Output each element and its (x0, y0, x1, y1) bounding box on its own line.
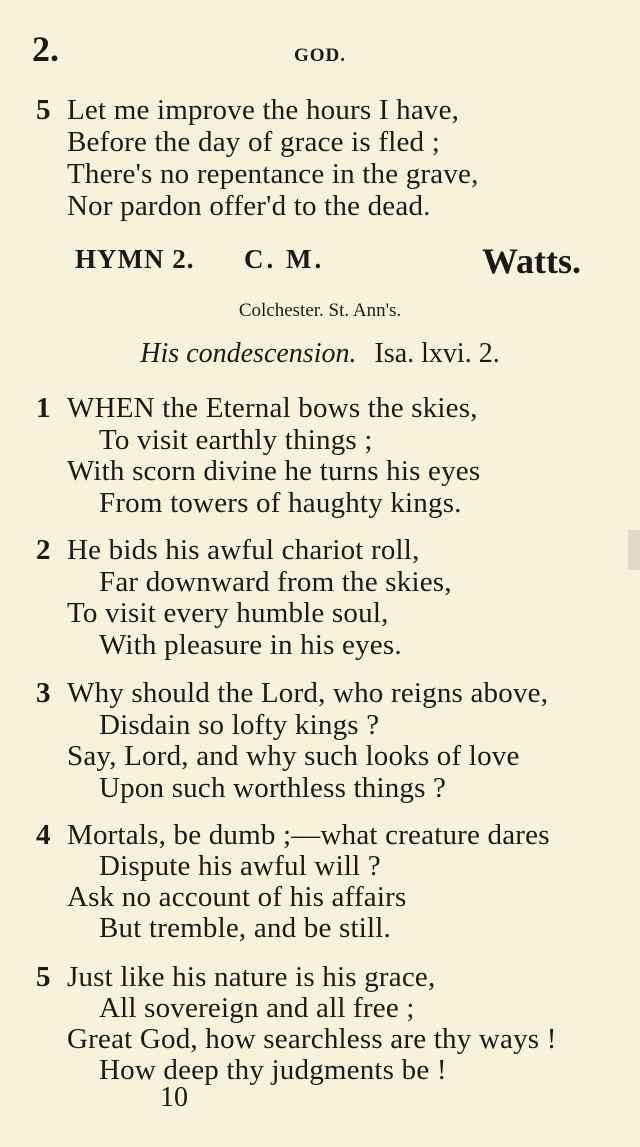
stanza-number: 5 (36, 961, 51, 993)
verse-line: Far downward from the skies, (99, 566, 452, 598)
verse-line: Mortals, be dumb ;—what creature dares (67, 819, 550, 851)
running-title: GOD. (293, 45, 347, 66)
verse-line: WHEN the Eternal bows the skies, (67, 392, 478, 424)
hymn-label: HYMN 2. (75, 244, 195, 274)
tune-names: Colchester. St. Ann's. (238, 300, 402, 321)
verse-line: With scorn divine he turns his eyes (67, 455, 481, 487)
verse-line: All sovereign and all free ; (99, 992, 415, 1024)
subject-title: His condescension. (140, 338, 357, 369)
verse-line: Nor pardon offer'd to the dead. (67, 190, 431, 222)
stanza-number: 5 (36, 94, 51, 126)
verse-line: Dispute his awful will ? (99, 850, 381, 882)
stanza-number: 3 (36, 677, 51, 709)
verse-line: Upon such worthless things ? (99, 772, 447, 804)
page-number: 2. (32, 29, 59, 69)
verse-line: To visit every humble soul, (67, 597, 389, 629)
signature-mark: 10 (160, 1082, 188, 1113)
hymn-author: Watts. (482, 241, 581, 281)
verse-line: He bids his awful chariot roll, (67, 534, 420, 566)
verse-line: Ask no account of his affairs (67, 881, 407, 913)
page-edge-shadow (628, 530, 640, 570)
verse-line: Why should the Lord, who reigns above, (67, 677, 549, 709)
verse-line: Before the day of grace is fled ; (67, 126, 440, 158)
stanza-number: 1 (36, 392, 51, 424)
verse-line: There's no repentance in the grave, (67, 158, 479, 190)
verse-line: Say, Lord, and why such looks of love (67, 740, 520, 772)
stanza-number: 4 (36, 819, 51, 851)
hymn-subject (0, 338, 640, 370)
hymn-meter: C. M. (244, 244, 325, 274)
scripture-reference: Isa. lxvi. 2. (374, 338, 500, 369)
verse-line: To visit earthly things ; (99, 424, 373, 456)
verse-line: Just like his nature is his grace, (67, 961, 436, 993)
stanza-number: 2 (36, 534, 51, 566)
verse-line: How deep thy judgments be ! (99, 1054, 447, 1086)
verse-line: With pleasure in his eyes. (99, 629, 402, 661)
verse-line: But tremble, and be still. (99, 912, 391, 944)
verse-line: Disdain so lofty kings ? (99, 709, 380, 741)
verse-line: Great God, how searchless are thy ways ! (67, 1023, 557, 1055)
verse-line: Let me improve the hours I have, (67, 94, 460, 126)
verse-line: From towers of haughty kings. (99, 487, 462, 519)
